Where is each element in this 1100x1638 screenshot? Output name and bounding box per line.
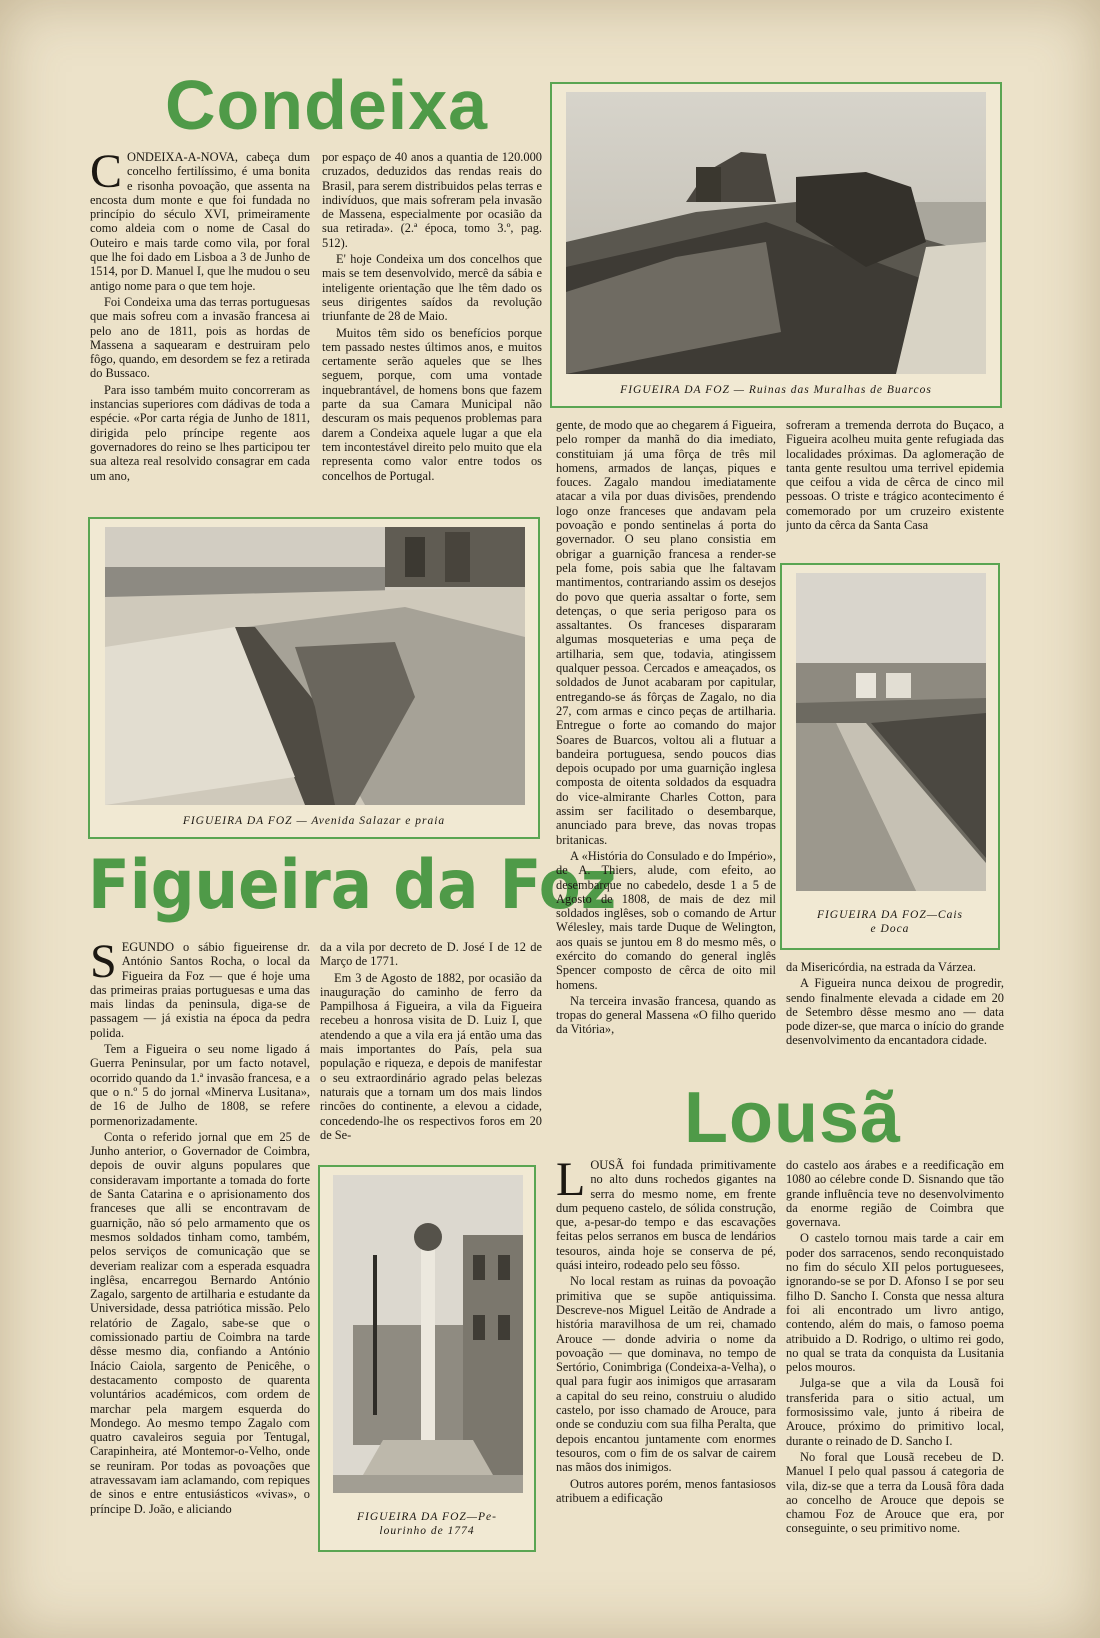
paragraph: Foi Condeixa uma das terras portuguesas que mais sofreu com a invasão francesa ai pelo ano de 1811, pois as hordas de Massena a saquearam e destruiram pelo fôgo, quando, em desordem se fez a retirada do Bussaco. bbox=[90, 294, 310, 381]
headline-lousa: Lousã bbox=[684, 1078, 902, 1158]
paragraph: A «História do Consulado e do Império», de A. Thiers, alude, com efeito, ao desembarque no cabedelo, desde 1 a 5 de Agosto de 1808, de mais de dez mil soldados inglêses, sob o comando de Artur Wélesley, mais tarde Duque de Welington, aos quais se juntou em 8 do mesmo mês, o exército do comando do general inglês Spencer composto de cêrca de oito mil homens. bbox=[556, 848, 776, 992]
paragraph: Para isso também muito concorreram as instancias superiores com dádivas de toda a espécie. «Por carta régia de Junho de 1811, dirigida pelo príncipe regente aos governadores do reino se lhes participou ter sua alteza real resolvido consagrar em cada um ano, bbox=[90, 382, 310, 483]
lousa-column-2 bbox=[786, 1158, 1004, 1558]
photo-avenida-salazar bbox=[105, 527, 525, 805]
paragraph: Outros autores porém, menos fantasiosos atribuem a edificação bbox=[556, 1476, 776, 1505]
condeixa-column-2 bbox=[322, 150, 542, 502]
dropcap: S bbox=[90, 940, 117, 988]
caption-cais-line-1: FIGUEIRA DA FOZ—Cais bbox=[816, 909, 964, 921]
caption-avenida: FIGUEIRA DA FOZ — Avenida Salazar e praia bbox=[182, 815, 446, 827]
paragraph: gente, de modo que ao chegarem á Figueira, pelo romper da manhã do dia imediato, constituiam já uma fôrça de três mil homens, armados de lanças, piques e fouces. Zagalo mandou imediatamente atacar a vila por duas divisões, prendendo logo onze franceses que andavam pela povoação e pondo sentinelas á porta do governador. O seu plano consistia em obrigar a guarnição francesa a render-se pela fome, pois sabia que lhe faltavam mantimentos, contrariando assim os desejos do povo que queria assaltar o forte, sem detenças, o que seria perigoso para os assaltantes. Os franceses dispararam algumas mosqueterias e uma peça de artilharia, sem que, todavia, atingissem qualquer pessoa. Cercados e ameaçados, os soldados de Junot acabaram por capitular, entregando-se ás fôrças de Zagalo, no dia 27, com armas e cinco peças de artilharia. Entregue o forte ao comando do major Soares de Buarcos, voltou ali a flutuar a bandeira portuguesa, sendo poucos dias depois ocupado por uma guarnição inglesa composta de oitenta soldados da esquadra do vice-almirante Charles Cotton, para assim ser facilitado o desembarque, anunciado para breve, das novas tropas britanicas. bbox=[556, 418, 776, 847]
headline-figueira-da-foz: Figueira da Foz bbox=[88, 846, 617, 925]
photo-cais-e-doca bbox=[796, 573, 986, 891]
figueira-column-3 bbox=[556, 418, 776, 1068]
figueira-column-2 bbox=[320, 940, 542, 1160]
paragraph: Conta o referido jornal que em 25 de Junho anterior, o Governador de Coimbra, depois de ouvir alguns populares que consideravam importante a tomada do forte de Santa Catarina e o aprisionamento dos franceses que alli se encontravam de guarnição, não só pelo armamento que os mesmos soldados tinham como, também, pelos serviços de comunicação que se deveriam realizar com a esperada esquadra inglêsa, encarregou Bernardo António Zagalo, sargento de artilharia e estudante da Universidade, dessa patriótica missão. Pelo relatório de Zagalo, sabe-se que o comissionado partiu de Coimbra na tarde dêsse mesmo dia, confiando a António Inácio Caiola, sargento de Penicêhe, o destacamento composto de quarenta voluntários académicos, com ordem de marchar pela margem esquerda do Mondego. Ao mesmo tempo Zagalo com quatro cavaleiros seguia por Tentugal, Carapinheira, até Montemor-o-Velho, onde se reuniram. Por todas as povoações que atravessavam iam aclamando, com repiques de sinos e entre entusiásticos «vivas», o príncipe D. João, e aliciando bbox=[90, 1129, 310, 1516]
paragraph: A Figueira nunca deixou de progredir, sendo finalmente elevada a cidade em 20 de Setembro dêsse mesmo ano — data pode dizer-se, que marca o início do grande desenvolvimento da encantadora cidade. bbox=[786, 976, 1004, 1048]
photo-frame-cais bbox=[780, 563, 1000, 950]
caption-pelourinho-line-1: FIGUEIRA DA FOZ—Pe- bbox=[357, 1511, 497, 1523]
paragraph: sofreram a tremenda derrota do Buçaco, a Figueira acolheu muita gente refugiada das localidades próximas. Da aglomeração de tanta gente resultou uma terrivel epidemia que ceifou a vida de cêrca de cinco mil pessoas. O triste e trágico acontecimento é comemorado por um cruzeiro existente junto da cêrca da Santa Casa bbox=[786, 418, 1004, 533]
photo-frame-buarcos bbox=[550, 82, 1002, 408]
photo-frame-pelourinho bbox=[318, 1165, 536, 1552]
paragraph: Em 3 de Agosto de 1882, por ocasião da inauguração do caminho de ferro da Pampilhosa á Figueira, a vila da Figueira recebeu a honrosa visita de D. Luiz I, que atendendo a que a vila era já então uma das mais importantes do País, pela sua população e riqueza, e depois de manifestar o seu extraordinário agrado pelas belezas naturais que a tornam um dos mais lindos rincões do continente, a elevou a cidade, concedendo-lhe os respectivos foros em 20 de Se- bbox=[320, 970, 542, 1142]
headline-condeixa: Condeixa bbox=[165, 66, 489, 144]
paragraph: por espaço de 40 anos a quantia de 120.000 cruzados, deduzidos das rendas reais do Brasil, para serem distribuidos pelas terras e indivíduos, que mais sofreram pela invasão de Massena, especialmente por ocasião da sua retirada». (2.ª época, tomo 3.º, pag. 512). bbox=[322, 150, 542, 250]
paragraph: OUSÃ foi fundada primitivamente no alto duns rochedos gigantes na serra do mesmo nome, em frente dum pequeno castelo, de sólida construção, que, a-pesar-do tempo e das escavações feitas pelos serranos em busca de lendários tesouros, ainda hoje se conserva de pé, quási inteiro, rodeado pelo seu fôsso. bbox=[556, 1158, 776, 1273]
paragraph: Na terceira invasão francesa, quando as tropas do general Massena «O filho querido da Vitória», bbox=[556, 993, 776, 1037]
condeixa-column-1 bbox=[90, 150, 310, 502]
dropcap: L bbox=[556, 1158, 586, 1206]
caption-pelourinho-line-2: lourinho de 1774 bbox=[379, 1525, 475, 1537]
paragraph: Muitos têm sido os benefícios porque tem passado nestes últimos anos, e muitos certamente serão aqueles que se lhes seguem, porque, com uma vontade inquebrantável, de homens bons que fazem parte da sua Camara Municipal não descuram os mais pequenos problemas para darem a Condeixa aquele lugar a que ela tem incontestável direito pelo muito que ela representa como valor entre todos os concelhos de Portugal. bbox=[322, 325, 542, 483]
paragraph: No local restam as ruinas da povoação primitiva que se supõe antiquissima. Descreve-nos Miguel Leitão de Andrade a história maravilhosa de um rei, chamado Arouce — donde adviria o nome da povoação — que dominava, no tempo de Sertório, Conimbriga (Condeixa-a-Velha), o qual para fugir aos inimigos que arrasaram a capital do seu reino, construiu o aludido castelo, por isso chamado de Arouce, para onde se conduziu com sua filha Peralta, que depois encantou juntamente com enormes tesouros, com o fim de os salvar de cairem nas mãos dos inimigos. bbox=[556, 1274, 776, 1475]
caption-buarcos: FIGUEIRA DA FOZ — Ruinas das Muralhas de Buarcos bbox=[620, 384, 932, 396]
photo-buarcos-walls bbox=[566, 92, 986, 374]
paragraph: Julga-se que a vila da Lousã foi transferida para o sitio actual, um formosissimo vale, junto á ribeira de Arouce, próximo do primitivo local, durante o reinado de D. Sancho I. bbox=[786, 1376, 1004, 1448]
paragraph: Tem a Figueira o seu nome ligado á Guerra Peninsular, por um facto notavel, ocorrido quando da 1.ª invasão francesa, e a que o n.º 5 do jornal «Minerva Lusitana», de 16 de Julho de 1808, se refere pormenorizadamente. bbox=[90, 1042, 310, 1128]
dropcap: C bbox=[90, 150, 123, 198]
photo-pelourinho bbox=[333, 1175, 523, 1493]
paragraph: No foral que Lousã recebeu de D. Manuel I pelo qual passou á categoria de vila, diz-se que a terra da Lousã fôra dada ao concelho de Arouce que depois se chamou Foz de Arouce que era, por conseguinte, o seu primitivo nome. bbox=[786, 1449, 1004, 1536]
paragraph: E' hoje Condeixa um dos concelhos que mais se tem desenvolvido, mercê da sábia e inteligente orientação que lhe têm dado os seus dirigentes saídos da revolução triunfante de 28 de Maio. bbox=[322, 252, 542, 324]
photo-frame-avenida bbox=[88, 517, 540, 839]
figueira-column-1 bbox=[90, 940, 310, 1555]
figueira-column-4-top bbox=[786, 418, 1004, 558]
lousa-column-1 bbox=[556, 1158, 776, 1558]
paragraph: do castelo aos árabes e a reedificação em 1080 ao célebre conde D. Sisnando que tão grande influência teve no desenvolvimento da enorme região de Coimbra que governava. bbox=[786, 1158, 1004, 1230]
caption-cais-line-2: e Doca bbox=[870, 923, 910, 935]
figueira-column-4-bottom bbox=[786, 960, 1004, 1066]
paragraph: O castelo tornou mais tarde a cair em poder dos sarracenos, sendo reconquistado no fim do século XII pelos portuguesees, ignorando-se se por D. Afonso I se por seu filho D. Sancho I. Consta que nessa altura foi ali encontrado um livro antigo, contendo, além do mais, o famoso poema atribuido a D. Rodrigo, o ultimo rei godo, no qual se trata da conquista da Lusitania pelos mouros. bbox=[786, 1231, 1004, 1375]
paragraph: da Misericórdia, na estrada da Várzea. bbox=[786, 960, 977, 974]
paragraph: EGUNDO o sábio figueirense dr. António Santos Rocha, o local da Figueira da Foz — que é hoje uma das primeiras praias portuguesas e uma das mais lindas da peninsula, diga-se de passagem — já existia na época da pedra polida. bbox=[90, 940, 310, 1040]
paragraph: da a vila por decreto de D. José I de 12 de Março de 1771. bbox=[320, 940, 542, 969]
paragraph: ONDEIXA-A-NOVA, cabeça dum concelho fertilíssimo, é uma bonita e risonha povoação, que assenta na encosta dum monte e que foi fundada no princípio do século XVI, primeiramente como aldeia com o nome de Casal do Outeiro e mais tarde como vila, por foral que lhe foi dado em Lisboa a 3 de Junho de 1514, por D. Manuel I, que lhe mudou o seu antigo nome para o que tem hoje. bbox=[90, 150, 310, 293]
